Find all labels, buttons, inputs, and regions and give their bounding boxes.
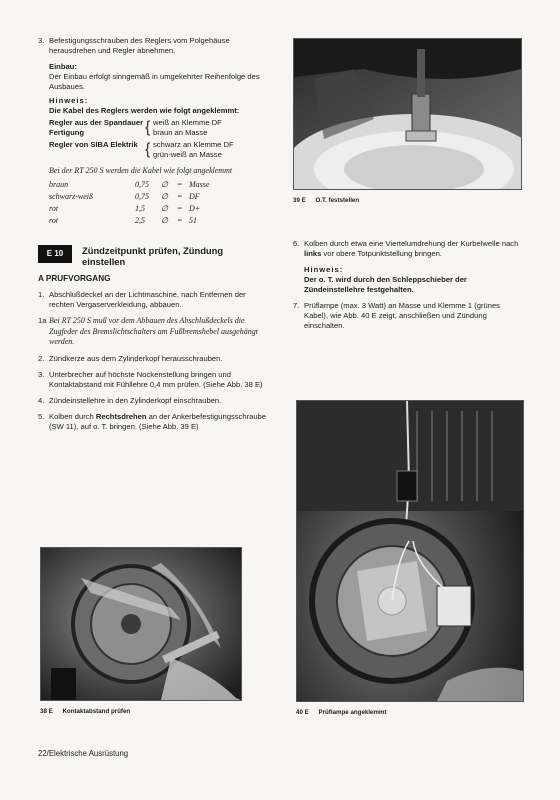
step-text: Zündkerze aus dem Zylinderkopf herausschrauben.: [49, 353, 223, 363]
cable-eq: =: [177, 191, 183, 201]
figure-caption-text: Kontaktabstand prüfen: [62, 708, 131, 715]
step-text: Unterbrecher auf höchste Nockenstellung bringen und Kontaktabstand mit Fühllehre 0,4 mm prüfen. (Siehe Abb. 38 E): [49, 369, 263, 389]
brace-glyph: {: [145, 119, 151, 137]
figure-caption-text: O.T. feststellen: [315, 197, 360, 204]
step-number: 5.: [38, 411, 45, 421]
cable-row: [49, 191, 266, 203]
photo-test-lamp-connected: [296, 400, 524, 702]
step-text: Zündeinstellehre in den Zylinderkopf einschrauben.: [49, 395, 222, 405]
step-text: Bei RT 250 S muß vor dem Abbauen des Abschlußdeckels die Zugfeder des Bremslichtschalters am Fußbremshebel ausgehängt werden.: [49, 316, 258, 347]
regulator-name: Regler von SIBA Elektrik: [49, 140, 138, 150]
cable-value: 2,5: [135, 215, 145, 225]
cable-value: 1,5: [135, 203, 145, 213]
step-6: [293, 239, 523, 259]
regulator-wire-2: grün-weiß an Masse: [153, 150, 222, 160]
cable-value: 0,75: [135, 191, 149, 201]
figure-number: 38 E: [40, 708, 53, 715]
figure-number: 39 E: [293, 197, 306, 204]
section-heading-e10: [38, 245, 266, 269]
cable-color: schwarz-weiß: [49, 191, 93, 201]
step-text: Prüflampe (max. 3 Watt) an Masse und Klemme 1 (grünes Kabel), wie Abb. 40 E zeigt, anschließen und Zündung einschalten.: [304, 301, 500, 331]
hinweis-text: Der o. T. wird durch den Schleppschieber der Zündeinstellehre festgehalten.: [304, 275, 467, 295]
step-text: Befestigungsschrauben des Reglers vom Polgehäuse herausdrehen und Regler abnehmen.: [49, 36, 230, 56]
cylinder-head-illustration: [294, 39, 521, 189]
step-number: 3.: [38, 36, 45, 45]
step-number: 1a: [38, 316, 47, 326]
cable-eq: =: [177, 215, 183, 225]
step-text: Kolben durch Rechtsdrehen an der Ankerbefestigungsschraube (SW 11), auf o. T. bringen. (Siehe Abb. 39 E): [49, 411, 266, 431]
cable-color: braun: [49, 179, 69, 189]
regulator-wire-2: braun an Masse: [153, 128, 208, 138]
hinweis-heading: Hinweis:: [304, 265, 344, 275]
cable-row: [49, 203, 266, 215]
ignition-illustration: [297, 401, 523, 701]
cable-color: rot: [49, 215, 59, 225]
hinweis-text: Die Kabel des Reglers werden wie folgt angeklemmt:: [49, 106, 240, 116]
section-title: Zündzeitpunkt prüfen, Zündung einstellen: [82, 244, 224, 268]
brace-glyph: {: [145, 141, 151, 159]
cable-eq: =: [177, 203, 183, 213]
photo-contact-gap-check: [40, 547, 242, 701]
regulator-name: Regler aus der Spandauer Fertigung: [49, 118, 144, 138]
figure-40e: [296, 400, 522, 717]
cable-table: [49, 179, 266, 227]
step-number: 7.: [293, 301, 300, 311]
step-5: [38, 412, 266, 432]
cable-terminal: D+: [189, 203, 201, 213]
step-text: Abschlußdeckel an der Lichtmaschine, nach Entfernen der rechten Vergaserverkleidung, abbauen.: [49, 290, 246, 310]
step-4: [38, 396, 266, 406]
step-number: 4.: [38, 395, 45, 405]
section-badge: E 10: [38, 245, 72, 264]
step-1: [38, 290, 266, 310]
step-number: 3.: [38, 369, 45, 379]
step-number: 2.: [38, 353, 45, 363]
regulator-wire-1: schwarz an Klemme DF: [153, 140, 234, 150]
cable-unit: ∅: [161, 215, 168, 225]
regulator-row: [49, 140, 266, 160]
step-3-regler: [38, 36, 266, 56]
cable-color: rot: [49, 203, 59, 213]
figure-number: 40 E: [296, 709, 309, 716]
cable-terminal: DF: [189, 191, 200, 201]
step-number: 6.: [293, 239, 300, 248]
figure-caption: [296, 709, 522, 717]
cable-unit: ∅: [161, 203, 168, 213]
einbau-text: Der Einbau erfolgt sinngemäß in umgekehrter Reihenfolge des Ausbaues.: [49, 72, 260, 92]
figure-38e: [40, 547, 240, 716]
step-text: Kolben durch etwa eine Viertelumdrehung der Kurbelwelle nach links vor obere Totpunktstellung bringen.: [304, 239, 519, 259]
cable-terminal: Masse: [189, 179, 210, 189]
figure-39e: [293, 38, 520, 205]
photo-tdc-check: [293, 38, 522, 190]
step-3: [38, 370, 266, 390]
cable-row: [49, 215, 266, 227]
cable-terminal: 51: [189, 215, 197, 225]
regulator-row: [49, 118, 266, 138]
step-2: [38, 354, 266, 364]
einbau-heading: Einbau:: [49, 62, 77, 72]
rt-note: Bei der RT 250 S werden die Kabel wie folgt angeklemmt: [49, 166, 233, 176]
regulator-wire-1: weiß an Klemme DF: [153, 118, 222, 128]
hinweis-heading: Hinweis:: [49, 96, 89, 106]
cable-value: 0,75: [135, 179, 149, 189]
page-footer: 22/Elektrische Ausrüstung: [38, 749, 129, 758]
cable-unit: ∅: [161, 191, 168, 201]
cable-unit: ∅: [161, 179, 168, 189]
step-1a: [38, 316, 266, 348]
cable-eq: =: [177, 179, 183, 189]
figure-caption: [40, 708, 240, 716]
figure-caption: [293, 197, 520, 205]
step-number: 1.: [38, 290, 45, 300]
cable-row: [49, 179, 266, 191]
engine-photo-illustration: [41, 548, 241, 700]
step-7: [293, 301, 523, 331]
figure-caption-text: Prüflampe angeklemmt: [318, 709, 387, 716]
left-column: [38, 36, 266, 438]
subsection-heading: A PRUFVORGANG: [38, 274, 111, 284]
right-column: [293, 239, 523, 337]
